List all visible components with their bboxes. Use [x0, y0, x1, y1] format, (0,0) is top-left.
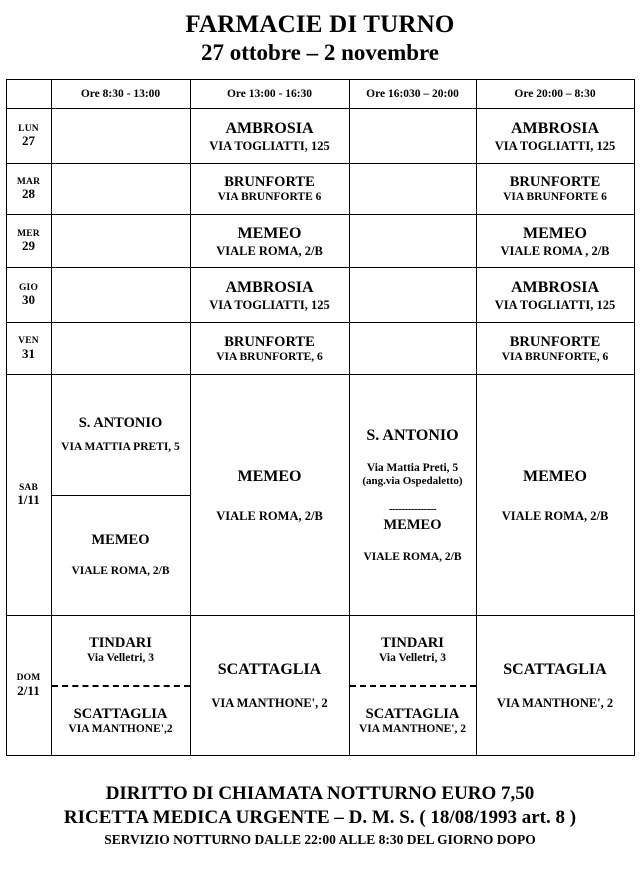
sub-entry-lower	[350, 687, 476, 756]
pharmacy-name: SCATTAGLIA	[365, 705, 460, 722]
split-cell	[350, 616, 476, 755]
pharmacy-address: VIA MANTHONE', 2	[211, 696, 328, 710]
pharmacy-name: MEMEO	[523, 467, 587, 485]
pharmacy-address: VIA MANTHONE', 2	[358, 722, 467, 735]
cell-mer-slot1	[51, 215, 190, 268]
sub-entry-lower	[52, 496, 190, 616]
header-time-slot-2: Ore 13:00 - 16:30	[190, 80, 349, 109]
sub-entry-upper	[350, 616, 476, 685]
day-number: 2/11	[17, 682, 40, 698]
page-title-block	[0, 0, 640, 66]
cell-mar-slot1	[51, 164, 190, 215]
day-label-mar	[6, 164, 51, 215]
pharmacy-address: VIALE ROMA, 2/B	[363, 550, 462, 563]
table-row	[6, 616, 634, 756]
pharmacy-address: VIA TOGLIATTI, 125	[494, 138, 616, 153]
pharmacy-name: MEMEO	[383, 517, 442, 534]
footer-line-urgent-prescription: RICETTA MEDICA URGENTE – D. M. S. ( 18/08/1993 art. 8 )	[63, 807, 577, 829]
cell-dom-slot1	[51, 616, 190, 756]
pharmacy-name: BRUNFORTE	[224, 333, 315, 350]
cell-dom-slot2	[190, 616, 349, 756]
header-time-slot-1: Ore 8:30 - 13:00	[51, 80, 190, 109]
cell-mar-slot4	[476, 164, 634, 215]
pharmacy-address: VIA MATTIA PRETI, 5	[61, 441, 180, 454]
pharmacy-address: VIALE ROMA, 2/B	[71, 565, 170, 578]
split-cell	[52, 375, 190, 615]
pharmacy-name: MEMEO	[523, 224, 587, 242]
pharmacy-name: TINDARI	[381, 635, 444, 652]
day-name: SAB	[18, 482, 39, 493]
cell-gio-slot3	[349, 268, 476, 323]
pharmacy-name: MEMEO	[91, 532, 150, 549]
spacer	[191, 487, 349, 509]
day-name: VEN	[18, 336, 39, 347]
pharmacy-address: VIA MANTHONE', 2	[496, 696, 614, 710]
cell-mer-slot4	[476, 215, 634, 268]
table-row	[6, 323, 634, 375]
cell-lun-slot2	[190, 109, 349, 164]
pharmacy-name: SCATTAGLIA	[73, 705, 168, 722]
footer-notes	[0, 782, 640, 849]
footer-line-night-service-hours: SERVIZIO NOTTURNO DALLE 22:00 ALLE 8:30 DEL GIORNO DOPO	[104, 831, 536, 847]
day-label-sab	[6, 375, 51, 616]
day-number: 28	[22, 186, 35, 202]
pharmacy-address: Via Velletri, 3	[379, 652, 446, 665]
pharmacy-address: VIA BRUNFORTE 6	[217, 191, 322, 204]
table-row	[6, 268, 634, 323]
pharmacy-address: VIA TOGLIATTI, 125	[494, 297, 616, 312]
day-name: LUN	[18, 123, 39, 134]
pharmacy-name: MEMEO	[237, 224, 302, 242]
cell-dom-slot4	[476, 616, 634, 756]
sub-entry-lower	[52, 687, 190, 756]
split-cell	[52, 616, 190, 755]
cell-sab-slot4	[476, 375, 634, 616]
cell-ven-slot1	[51, 323, 190, 375]
pharmacy-name: MEMEO	[237, 467, 302, 485]
cell-mer-slot3	[349, 215, 476, 268]
pharmacy-address: VIA TOGLIATTI, 125	[209, 138, 330, 153]
pharmacy-address: Via Velletri, 3	[87, 652, 154, 665]
cell-ven-slot4	[476, 323, 634, 375]
sub-entry-upper	[52, 375, 190, 495]
day-number: 29	[22, 238, 35, 254]
table-row	[6, 164, 634, 215]
cell-lun-slot3	[349, 109, 476, 164]
day-name: MER	[17, 228, 40, 239]
duty-roster-table	[6, 79, 635, 756]
cell-ven-slot2	[190, 323, 349, 375]
cell-gio-slot1	[51, 268, 190, 323]
entry-separator-dashes: ---------------	[388, 503, 437, 516]
pharmacy-name: BRUNFORTE	[509, 333, 601, 350]
day-name: DOM	[16, 673, 41, 684]
pharmacy-address: VIA MANTHONE',2	[68, 722, 173, 735]
pharmacy-address: Via Mattia Preti, 5	[366, 461, 459, 474]
header-time-slot-4: Ore 20:00 – 8:30	[476, 80, 634, 109]
cell-sab-slot2	[190, 375, 349, 616]
day-number: 31	[22, 345, 35, 361]
day-number: 27	[22, 133, 35, 149]
sub-entry-upper	[52, 616, 190, 685]
pharmacy-name: SCATTAGLIA	[217, 661, 322, 679]
day-number: 1/11	[17, 492, 40, 508]
day-name: GIO	[18, 282, 39, 293]
footer-line-night-call-fee: DIRITTO DI CHIAMATA NOTTURNO EURO 7,50	[105, 783, 535, 805]
table-row	[6, 109, 634, 164]
cell-lun-slot1	[51, 109, 190, 164]
header-time-slot-3: Ore 16:030 – 20:00	[349, 80, 476, 109]
pharmacy-name: S. ANTONIO	[78, 415, 163, 432]
pharmacy-name: TINDARI	[89, 635, 152, 652]
day-number: 30	[22, 292, 35, 308]
cell-dom-slot3	[349, 616, 476, 756]
cell-ven-slot3	[349, 323, 476, 375]
pharmacy-name: AMBROSIA	[225, 119, 314, 137]
day-label-dom	[6, 616, 51, 756]
pharmacy-address: VIA BRUNFORTE, 6	[501, 350, 609, 363]
header-corner-cell	[6, 80, 51, 109]
pharmacy-address: VIALE ROMA , 2/B	[500, 243, 610, 258]
day-label-mer	[6, 215, 51, 268]
pharmacy-name: AMBROSIA	[510, 278, 599, 296]
pharmacy-address-note: (ang.via Ospedaletto)	[362, 475, 463, 488]
pharmacy-name: AMBROSIA	[225, 278, 314, 296]
stacked-entries	[350, 375, 476, 615]
pharmacy-address: VIA BRUNFORTE 6	[503, 191, 607, 204]
spacer	[191, 680, 349, 696]
pharmacy-name: BRUNFORTE	[509, 174, 601, 191]
day-label-lun	[6, 109, 51, 164]
pharmacy-name: BRUNFORTE	[224, 174, 315, 191]
spacer	[477, 680, 634, 696]
spacer	[477, 487, 634, 509]
cell-sab-slot1	[51, 375, 190, 616]
cell-mar-slot3	[349, 164, 476, 215]
pharmacy-address: VIALE ROMA, 2/B	[501, 508, 609, 523]
day-label-ven	[6, 323, 51, 375]
pharmacy-address: VIA TOGLIATTI, 125	[209, 297, 330, 312]
pharmacy-address: VIA BRUNFORTE, 6	[216, 350, 323, 363]
cell-mer-slot2	[190, 215, 349, 268]
day-name: MAR	[16, 176, 41, 187]
pharmacy-name: S. ANTONIO	[366, 426, 459, 444]
cell-lun-slot4	[476, 109, 634, 164]
pharmacy-address: VIALE ROMA, 2/B	[216, 243, 323, 258]
day-label-gio	[6, 268, 51, 323]
page-title: FARMACIE DI TURNO	[185, 11, 455, 38]
table-row	[6, 375, 634, 616]
cell-sab-slot3	[349, 375, 476, 616]
pharmacy-address: VIALE ROMA, 2/B	[216, 508, 323, 523]
cell-gio-slot2	[190, 268, 349, 323]
pharmacy-name: SCATTAGLIA	[503, 661, 607, 679]
page-subtitle-date-range: 27 ottobre – 2 novembre	[200, 40, 440, 65]
cell-gio-slot4	[476, 268, 634, 323]
cell-mar-slot2	[190, 164, 349, 215]
pharmacy-name: AMBROSIA	[510, 119, 599, 137]
table-header-row	[6, 80, 634, 109]
table-row	[6, 215, 634, 268]
